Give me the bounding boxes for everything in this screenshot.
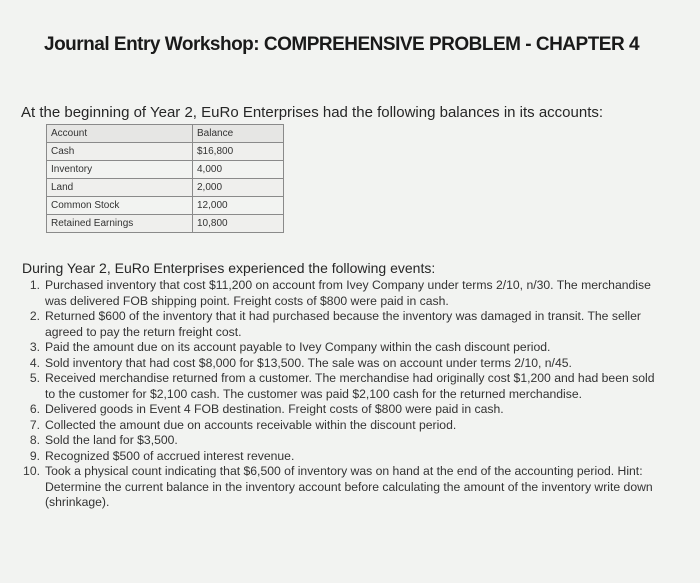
balance-cell: $16,800 — [193, 143, 284, 161]
event-number: 10. — [23, 464, 40, 478]
table-row — [47, 161, 284, 179]
events-list — [13, 278, 663, 511]
event-number: 4. — [29, 355, 40, 370]
intro-text: At the beginning of Year 2, EuRo Enterprises had the following balances in its accounts: — [21, 104, 604, 121]
table-row — [47, 143, 284, 161]
list-item — [13, 309, 663, 340]
balance-cell: 2,000 — [193, 179, 284, 197]
list-item — [13, 371, 663, 402]
event-number: 5. — [29, 371, 40, 385]
list-item — [13, 464, 663, 511]
page-title: Journal Entry Workshop: COMPREHENSIVE PROBLEM - CHAPTER 4 — [44, 34, 640, 55]
account-cell: Retained Earnings — [47, 215, 193, 233]
event-text: Sold the land for $3,500. — [45, 433, 178, 447]
account-cell: Cash — [47, 143, 193, 161]
event-text: Purchased inventory that cost $11,200 on account from Ivey Company under terms 2/10, n/30. The merchandise was delivered FOB shipping point. Freight costs of $800 were paid in cash. — [45, 278, 651, 308]
balance-cell: 10,800 — [193, 215, 284, 233]
list-item — [13, 449, 663, 465]
events-heading: During Year 2, EuRo Enterprises experienced the following events: — [22, 260, 436, 276]
table-row — [47, 197, 284, 215]
event-text: Returned $600 of the inventory that it had purchased because the inventory was damaged in transit. The seller agreed to pay the return freight cost. — [45, 309, 641, 339]
balance-cell: 12,000 — [193, 197, 284, 215]
list-item — [13, 278, 663, 309]
event-number: 2. — [29, 309, 40, 323]
list-item — [13, 433, 663, 449]
table-row — [47, 179, 284, 197]
event-number: 8. — [29, 433, 40, 447]
event-text: Took a physical count indicating that $6,500 of inventory was on hand at the end of the accounting period. Hint: Determine the current balance in the inventory account before calculating the amount of the inventory write down (shrinkage). — [45, 464, 653, 509]
column-header-balance: Balance — [193, 125, 284, 143]
account-cell: Inventory — [47, 161, 193, 179]
balances-table — [46, 124, 284, 233]
event-text: Paid the amount due on its account payable to Ivey Company within the cash discount period. — [45, 340, 551, 354]
account-cell: Common Stock — [47, 197, 193, 215]
event-number: 7. — [29, 417, 40, 432]
table-row — [47, 215, 284, 233]
event-number: 3. — [29, 340, 40, 354]
list-item — [13, 356, 663, 372]
event-text: Delivered goods in Event 4 FOB destination. Freight costs of $800 were paid in cash. — [45, 402, 504, 416]
list-item — [13, 340, 663, 356]
event-text: Recognized $500 of accrued interest revenue. — [45, 448, 295, 463]
event-number: 6. — [29, 402, 40, 416]
event-number: 9. — [29, 448, 40, 463]
list-item — [13, 418, 663, 434]
event-text: Received merchandise returned from a customer. The merchandise had originally cost $1,200 and had been sold to the customer for $2,100 cash. The customer was paid $2,100 cash for the returned merchandise. — [45, 371, 655, 401]
event-text: Sold inventory that had cost $8,000 for $13,500. The sale was on account under terms 2/10, n/45. — [45, 355, 572, 370]
event-number: 1. — [29, 278, 40, 292]
column-header-account: Account — [47, 125, 193, 143]
list-item — [13, 402, 663, 418]
account-cell: Land — [47, 179, 193, 197]
balance-cell: 4,000 — [193, 161, 284, 179]
table-header-row — [47, 125, 284, 143]
event-text: Collected the amount due on accounts receivable within the discount period. — [45, 417, 457, 432]
